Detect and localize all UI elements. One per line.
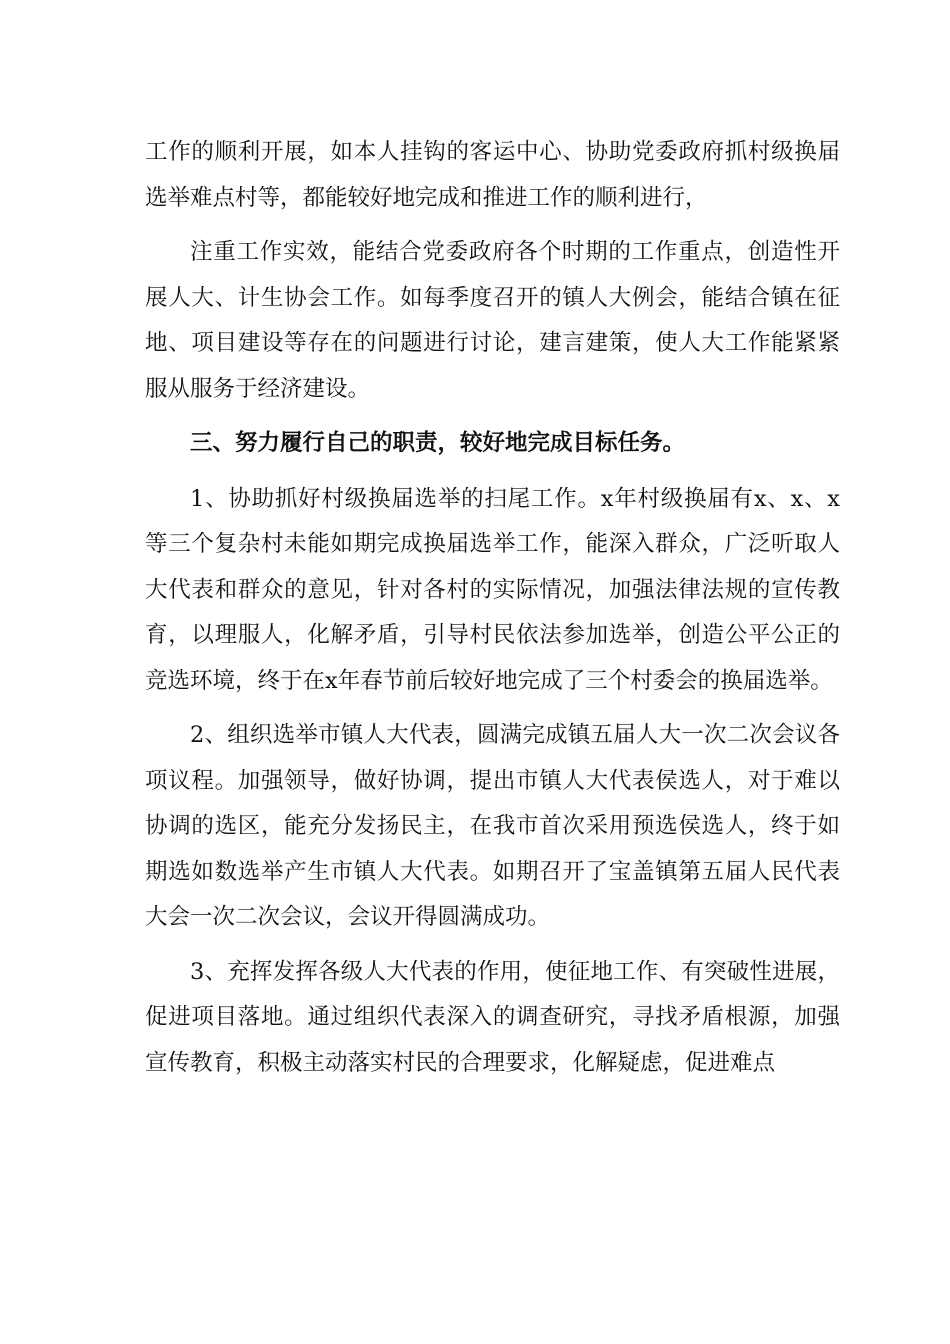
paragraph-continuation: 工作的顺利开展，如本人挂钩的客运中心、协助党委政府抓村级换届选举难点村等，都能较好地完成和推进工作的顺利进行，: [145, 139, 840, 211]
paragraph-item-1: 1、协助抓好村级换届选举的扫尾工作。x年村级换届有x、x、x等三个复杂村未能如期完成换届选举工作，能深入群众，广泛听取人大代表和群众的意见，针对各村的实际情况，加强法律法规的宣传教育，以理服人，化解矛盾，引导村民依法参加选举，创造公平公正的竞选环境，终于在x年春节前后较好地完成了三个村委会的换届选举。: [145, 485, 840, 694]
document-body: [145, 130, 840, 1095]
section-heading: 三、努力履行自己的职责，较好地完成目标任务。: [190, 430, 686, 456]
paragraph-item-3: 3、充挥发挥各级人大代表的作用，使征地工作、有突破性进展，促进项目落地。通过组织代表深入的调查研究，寻找矛盾根源，加强宣传教育，积极主动落实村民的合理要求，化解疑虑，促进难点: [145, 958, 840, 1076]
paragraph-work-effectiveness: 注重工作实效，能结合党委政府各个时期的工作重点，创造性开展人大、计生协会工作。如每季度召开的镇人大例会，能结合镇在征地、项目建设等存在的问题进行讨论，建言建策，使人大工作能紧紧服从服务于经济建设。: [145, 239, 840, 402]
paragraph-item-2: 2、组织选举市镇人大代表，圆满完成镇五届人大一次二次会议各项议程。加强领导，做好协调，提出市镇人大代表侯选人，对于难以协调的选区，能充分发扬民主，在我市首次采用预选侯选人，终于如期选如数选举产生市镇人大代表。如期召开了宝盖镇第五届人民代表大会一次二次会议，会议开得圆满成功。: [145, 722, 840, 930]
